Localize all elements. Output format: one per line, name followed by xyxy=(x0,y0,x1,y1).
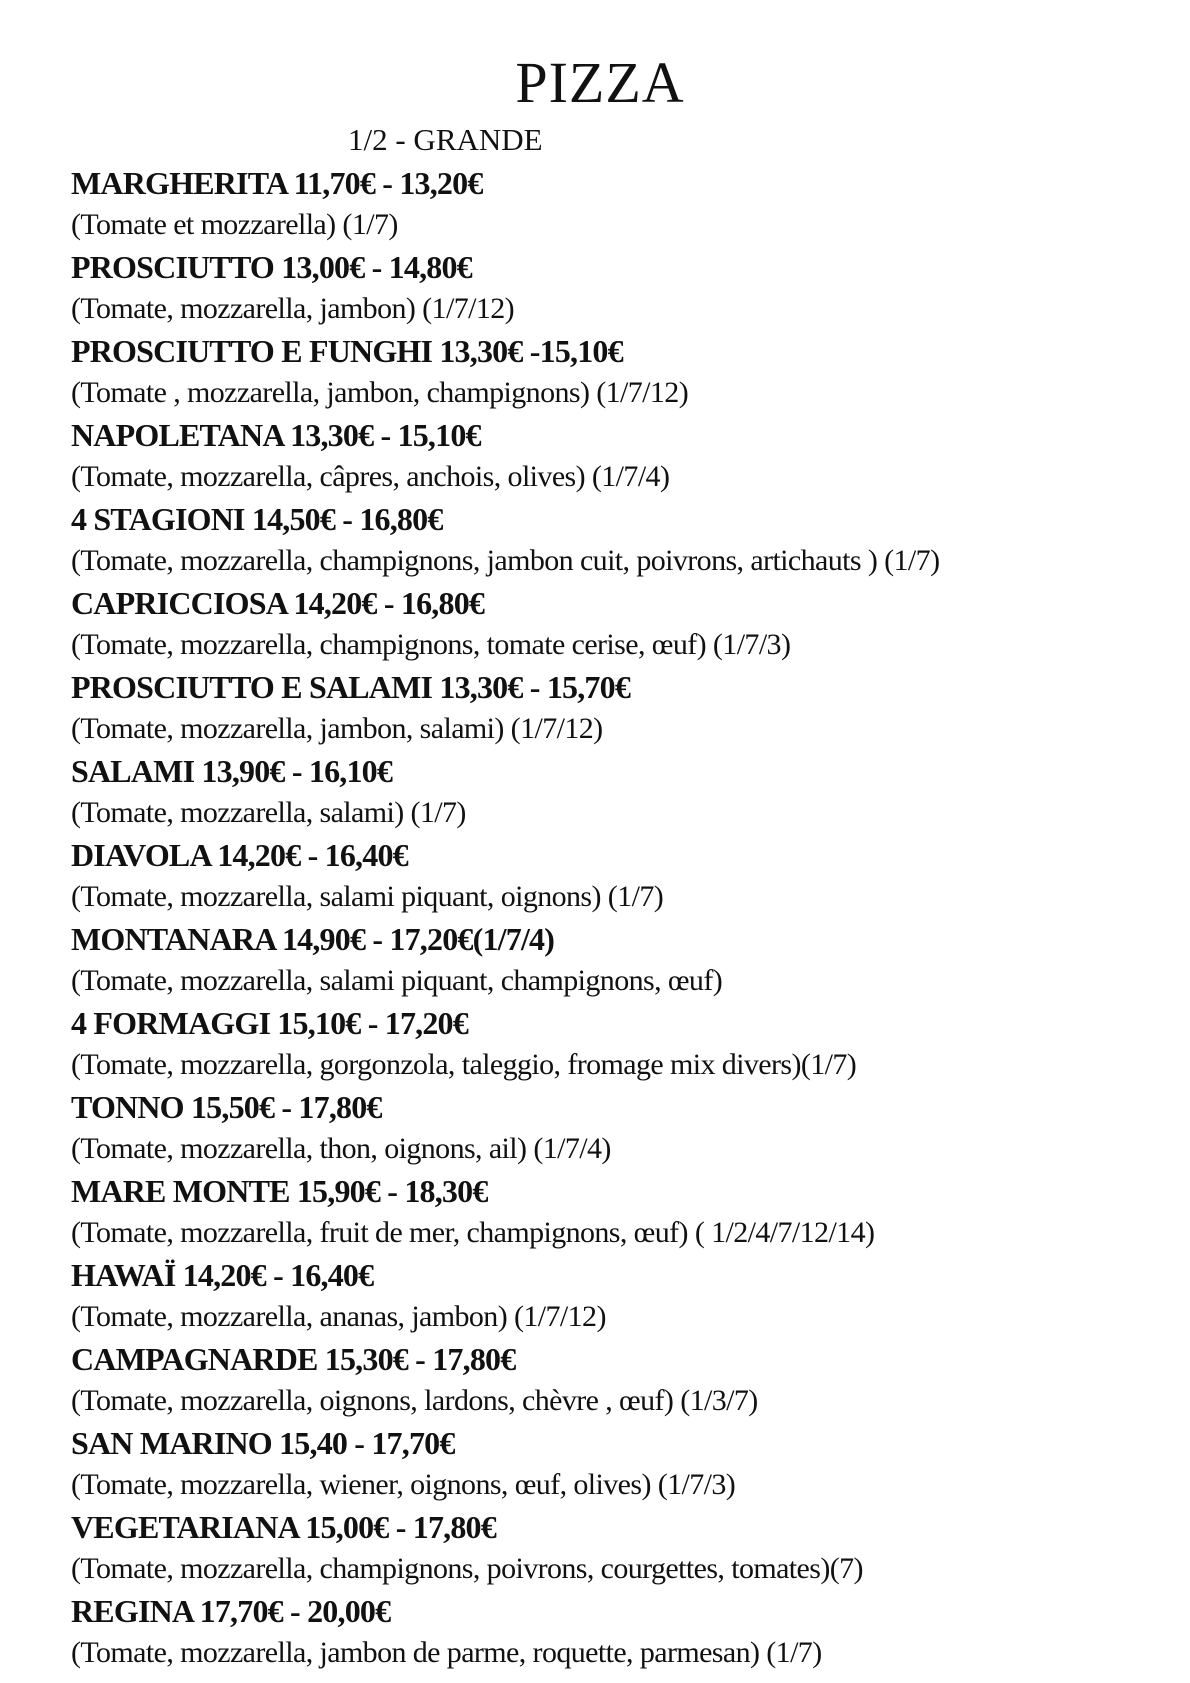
pizza-name: PROSCIUTTO E FUNGHI 13,30€ -15,10€ xyxy=(71,333,623,369)
pizza-name: MONTANARA 14,90€ - 17,20€(1/7/4) xyxy=(71,921,555,957)
pizza-description: (Tomate, mozzarella, fruit de mer, champignons, œuf) ( 1/2/4/7/12/14) xyxy=(71,1216,875,1249)
page-title: PIZZA xyxy=(515,50,685,115)
pizza-description: (Tomate, mozzarella, jambon, salami) (1/7/12) xyxy=(71,712,603,745)
pizza-name: CAMPAGNARDE 15,30€ - 17,80€ xyxy=(71,1341,516,1377)
pizza-description: (Tomate, mozzarella, jambon) (1/7/12) xyxy=(71,292,515,325)
pizza-list xyxy=(71,162,1171,1674)
pizza-description: (Tomate, mozzarella, jambon de parme, roquette, parmesan) (1/7) xyxy=(71,1636,822,1669)
pizza-name: DIAVOLA 14,20€ - 16,40€ xyxy=(71,837,408,873)
pizza-description: (Tomate et mozzarella) (1/7) xyxy=(71,208,398,241)
pizza-description: (Tomate, mozzarella, câpres, anchois, olives) (1/7/4) xyxy=(71,460,670,493)
pizza-name: VEGETARIANA 15,00€ - 17,80€ xyxy=(71,1509,496,1545)
pizza-name: PROSCIUTTO E SALAMI 13,30€ - 15,70€ xyxy=(71,669,631,705)
pizza-name: MARE MONTE 15,90€ - 18,30€ xyxy=(71,1173,488,1209)
pizza-name: 4 FORMAGGI 15,10€ - 17,20€ xyxy=(71,1005,468,1041)
pizza-description: (Tomate, mozzarella, ananas, jambon) (1/7/12) xyxy=(71,1300,606,1333)
pizza-name: PROSCIUTTO 13,00€ - 14,80€ xyxy=(71,249,472,285)
pizza-description: (Tomate, mozzarella, champignons, jambon cuit, poivrons, artichauts ) (1/7) xyxy=(71,544,940,577)
pizza-name: MARGHERITA 11,70€ - 13,20€ xyxy=(71,165,483,201)
pizza-description: (Tomate, mozzarella, salami piquant, oignons) (1/7) xyxy=(71,880,664,913)
pizza-name: SAN MARINO 15,40 - 17,70€ xyxy=(71,1425,455,1461)
pizza-description: (Tomate , mozzarella, jambon, champignons) (1/7/12) xyxy=(71,376,689,409)
pizza-name: REGINA 17,70€ - 20,00€ xyxy=(71,1593,391,1629)
pizza-description: (Tomate, mozzarella, champignons, poivrons, courgettes, tomates)(7) xyxy=(71,1552,863,1585)
pizza-description: (Tomate, mozzarella, gorgonzola, taleggio, fromage mix divers)(1/7) xyxy=(71,1048,857,1081)
pizza-name: SALAMI 13,90€ - 16,10€ xyxy=(71,753,393,789)
pizza-description: (Tomate, mozzarella, salami piquant, champignons, œuf) xyxy=(71,964,723,997)
size-labels: 1/2 - GRANDE xyxy=(348,122,543,157)
pizza-name: TONNO 15,50€ - 17,80€ xyxy=(71,1089,382,1125)
pizza-description: (Tomate, mozzarella, thon, oignons, ail) (1/7/4) xyxy=(71,1132,611,1165)
pizza-name: CAPRICCIOSA 14,20€ - 16,80€ xyxy=(71,585,485,621)
pizza-name: NAPOLETANA 13,30€ - 15,10€ xyxy=(71,417,481,453)
pizza-description: (Tomate, mozzarella, wiener, oignons, œuf, olives) (1/7/3) xyxy=(71,1468,736,1501)
pizza-description: (Tomate, mozzarella, champignons, tomate cerise, œuf) (1/7/3) xyxy=(71,628,791,661)
pizza-name: HAWAÏ 14,20€ - 16,40€ xyxy=(71,1257,374,1293)
pizza-description: (Tomate, mozzarella, oignons, lardons, chèvre , œuf) (1/3/7) xyxy=(71,1384,758,1417)
pizza-description: (Tomate, mozzarella, salami) (1/7) xyxy=(71,796,466,829)
pizza-name: 4 STAGIONI 14,50€ - 16,80€ xyxy=(71,501,443,537)
